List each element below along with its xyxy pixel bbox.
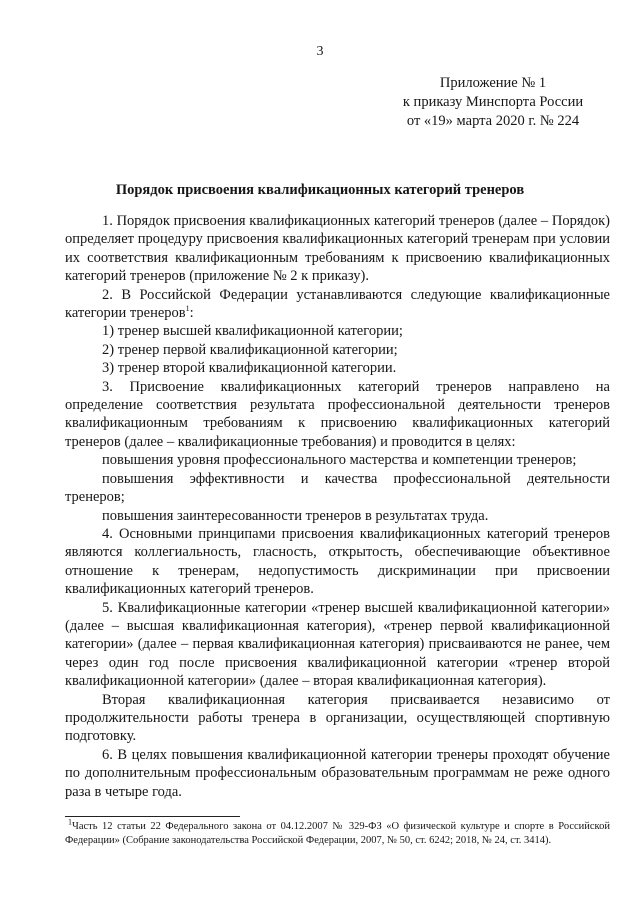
goal-item: повышения эффективности и качества профессиональной деятельности тренеров;: [65, 470, 610, 506]
approval-line-appendix: Приложение № 1: [439, 75, 547, 91]
footnote-reference: 1: [185, 304, 190, 314]
paragraph-2: [65, 286, 610, 323]
page-number: 3: [316, 44, 324, 59]
paragraph-4: 4. Основными принципами присвоения квалификационных категорий тренеров являются коллегиальность, гласность, открытость, обеспечивающие объективное отношение к тренерам, недопустимость дискриминации при присвоении квалификационных категорий тренеров.: [65, 525, 610, 598]
approval-block: [388, 74, 598, 131]
footnote: [65, 817, 610, 848]
list-item: 2) тренер первой квалификационной категории;: [102, 341, 398, 358]
document-body: [65, 212, 610, 801]
list-item: 1) тренер высшей квалификационной категории;: [102, 323, 403, 340]
paragraph-5: 5. Квалификационные категории «тренер высшей квалификационной категории» (далее – высшая квалификационная категория), «тренер первой квалификационной категории» (далее – первая квалификационная категория) присваиваются не ранее, чем через один год после присвоения квалификационной категории «тренер второй квалификационной категории» (далее – вторая квалификационная категория).: [65, 599, 610, 690]
goal-item: повышения уровня профессионального мастерства и компетенции тренеров;: [102, 452, 577, 469]
document-title: Порядок присвоения квалификационных категорий тренеров: [115, 182, 525, 198]
goal-item: повышения заинтересованности тренеров в результатах труда.: [102, 507, 489, 524]
paragraph-2-tail: :: [189, 305, 194, 322]
footnote-marker: 1: [68, 817, 72, 827]
paragraph-1: 1. Порядок присвоения квалификационных категорий тренеров (далее – Порядок) определяет процедуру присвоения квалификационных категорий тренерам при условии их соответствия квалификационным требованиям к присвоению квалификационных категорий тренеров (приложение № 2 к приказу).: [65, 213, 610, 285]
paragraph-5-continued: Вторая квалификационная категория присваивается независимо от продолжительности работы тренера в организации, осуществляющей спортивную подготовку.: [65, 691, 610, 745]
list-item: 3) тренер второй квалификационной категории.: [102, 360, 397, 377]
paragraph-3: 3. Присвоение квалификационных категорий тренеров направлено на определение соответствия результата профессиональной деятельности тренеров квалификационным требованиям к присвоению квалификационных категорий тренеров (далее – квалификационные требования) и проводится в целях:: [65, 378, 610, 450]
paragraph-2-text: 2. В Российской Федерации устанавливаются следующие квалификационные категории тренеров: [65, 286, 610, 322]
approval-line-order: к приказу Минспорта России: [402, 94, 584, 110]
footnote-divider: [65, 816, 240, 817]
footnote-text: Часть 12 статьи 22 Федерального закона от 04.12.2007 № 329-ФЗ «О физической культуре и спорте в Российской Федерации» (Собрание законодательства Российской Федерации, 2007, № 50, ст. 6242; 2018, № 24, ст. 3414).: [65, 821, 610, 846]
paragraph-6: 6. В целях повышения квалификационной категории тренеры проходят обучение по дополнительным профессиональным образовательным программам не реже одного раза в четыре года.: [65, 746, 610, 800]
approval-line-date: от «19» марта 2020 г. № 224: [406, 113, 580, 129]
